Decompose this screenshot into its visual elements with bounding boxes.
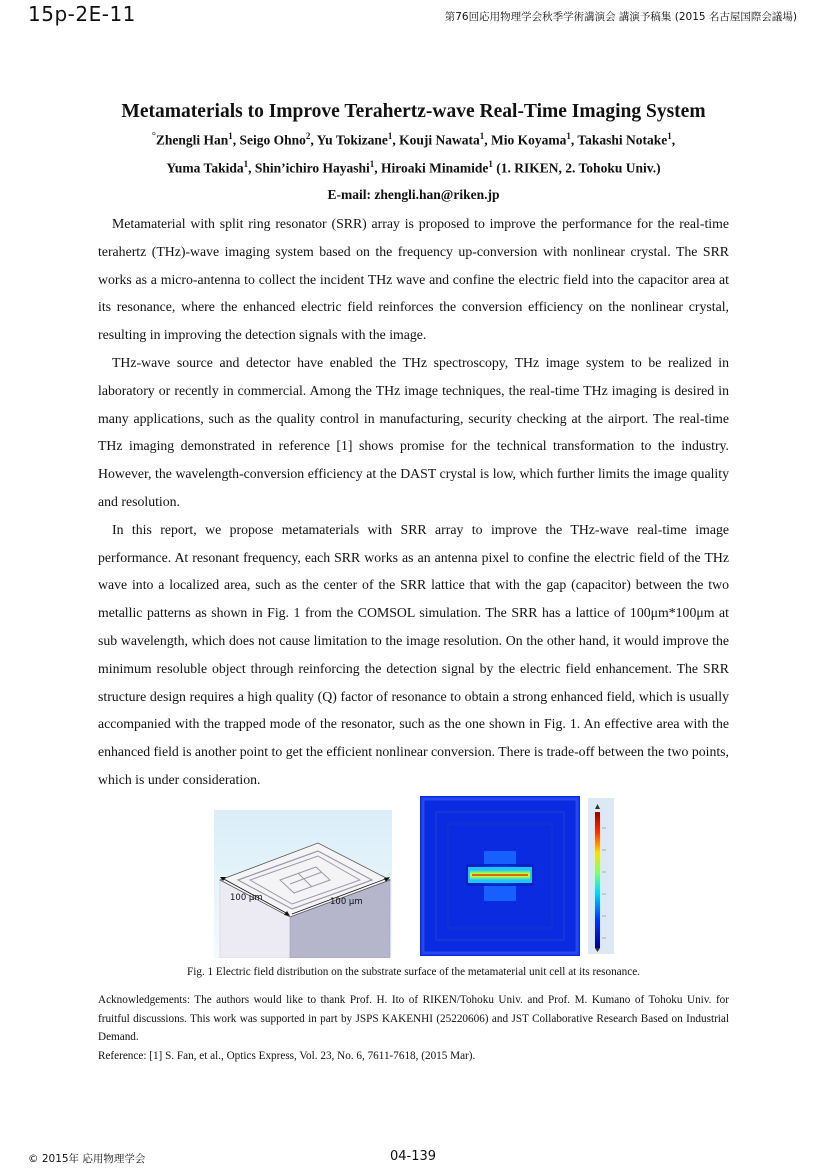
- author-name: Yuma Takida: [166, 160, 244, 176]
- author-affiliation: 1: [243, 159, 249, 169]
- reference: Reference: [1] S. Fan, et al., Optics Express, Vol. 23, No. 6, 7611-7618, (2015 Mar).: [98, 1050, 476, 1062]
- acknowledgements: Acknowledgements: The authors would like to thank Prof. H. Ito of RIKEN/Tohoku Univ. and Prof. M. Kumano of Tohoku Univ. for fruitful discussions. This work was supported in part by JSPS KAKENHI (25220606) and JST Collaborative Research Based on Industrial Demand.: [98, 994, 729, 1043]
- author-name: Shin’ichiro Hayashi: [254, 160, 370, 176]
- paragraph: In this report, we propose metamaterials with SRR array to improve the THz-wave real-time image performance. At resonant frequency, each SRR works as an antenna pixel to confine the electric field of the THz wave into a localized area, such as the center of the SRR lattice that with the gap (capacitor) between the two metallic patterns as shown in Fig. 1 from the COMSOL simulation. The SRR has a lattice of 100μm*100μm at sub wavelength, which does not cause limitation to the image resolution. On the other hand, it would improve the minimum resoluble object through reinforcing the detection signal by the electric field enhancement. The SRR structure design requires a high quality (Q) factor of resonance to obtain a strong enhanced field, which is usually accompanied with the trapped mode of the resonator, such as the one shown in Fig. 1. An effective area with the enhanced field is another point to get the efficient nonlinear conversion. There is trade-off between the two points, which is under consideration.: [98, 521, 730, 787]
- author-affiliation: 1: [566, 131, 571, 141]
- author-name: Hiroaki Minamide: [381, 160, 489, 176]
- author-affiliation: 1: [387, 131, 393, 141]
- session-id: 15p-2E-11: [28, 2, 136, 26]
- paragraph: Metamaterial with split ring resonator (SRR) array is proposed to improve the performance for the real-time terahertz (THz)-wave imaging system based on the frequency up-conversion with nonlinear crystal. The SRR works as a micro-antenna to collect the incident THz wave and confine the electric field into the capacitor area at its resonance, where the enhanced electric field reinforces the conversion efficiency on the nonlinear crystal, resulting in improving the detection signals with the image.: [98, 216, 729, 343]
- email: E-mail: zhengli.han@riken.jp: [327, 187, 500, 202]
- copyright: © 2015年 応用物理学会: [28, 1153, 146, 1165]
- dimension-label-right: 100 μm: [330, 897, 363, 907]
- author-line-1: °Zhengli Han$^1$, Seigo Ohno$^2$, Yu Tokizane$^1$, Kouji Nawata$^1$, Mio Koyama$^1$, Takashi Notake$^1$,: [151, 131, 676, 148]
- paragraph: THz-wave source and detector have enabled the THz spectroscopy, THz image system to be realized in laboratory or recently in commercial. Among the THz image techniques, the real-time THz imaging is desired in many applications, such as the quality control in manufacturing, security checking at the airport. The real-time THz imaging demonstrated in reference [1] shows promise for the technical transformation to the industry. However, the wavelength-conversion efficiency at the DAST crystal is low, which further limits the image quality and resolution.: [98, 354, 729, 509]
- body-text: [98, 210, 729, 794]
- author-name: Seigo Ohno: [239, 132, 306, 148]
- author-affiliation: 1: [667, 131, 672, 141]
- figure-1: [0, 796, 827, 961]
- author-name: Kouji Nawata: [399, 132, 480, 148]
- author-affiliation: 1: [228, 131, 233, 141]
- author-name: Mio Koyama: [490, 132, 567, 148]
- paper-title: Metamaterials to Improve Terahertz-wave Real-Time Imaging System: [121, 101, 706, 122]
- field-distribution-map: [420, 796, 580, 956]
- author-affiliation: 1: [488, 159, 493, 169]
- page-number: 04-139: [390, 1149, 437, 1164]
- author-name: Zhengli Han: [155, 132, 229, 148]
- author-name: Takashi Notake: [577, 132, 668, 148]
- srr-unit-cell-3d: [214, 810, 392, 958]
- author-affiliation: 1: [479, 131, 485, 141]
- author-affiliation: 2: [305, 131, 311, 141]
- dimension-label-left: 100 μm: [230, 893, 263, 903]
- author-affiliation: 1: [369, 159, 375, 169]
- author-name: Yu Tokizane: [316, 132, 388, 148]
- presenter-mark: °: [151, 131, 156, 142]
- figure-caption: Fig. 1 Electric field distribution on the substrate surface of the metamaterial unit cell at its resonance.: [187, 966, 640, 978]
- proceedings-header: 第76回応用物理学会秋季学術講演会 講演予稿集 (2015 名古屋国際会議場): [444, 11, 797, 23]
- affiliations: (1. RIKEN, 2. Tohoku Univ.): [496, 160, 661, 176]
- author-line-2: Yuma Takida$^1$, Shin’ichiro Hayashi$^1$, Hiroaki Minamide$^1$ (1. RIKEN, 2. Tohoku Univ.): [166, 159, 661, 176]
- colorbar-legend: [588, 798, 614, 954]
